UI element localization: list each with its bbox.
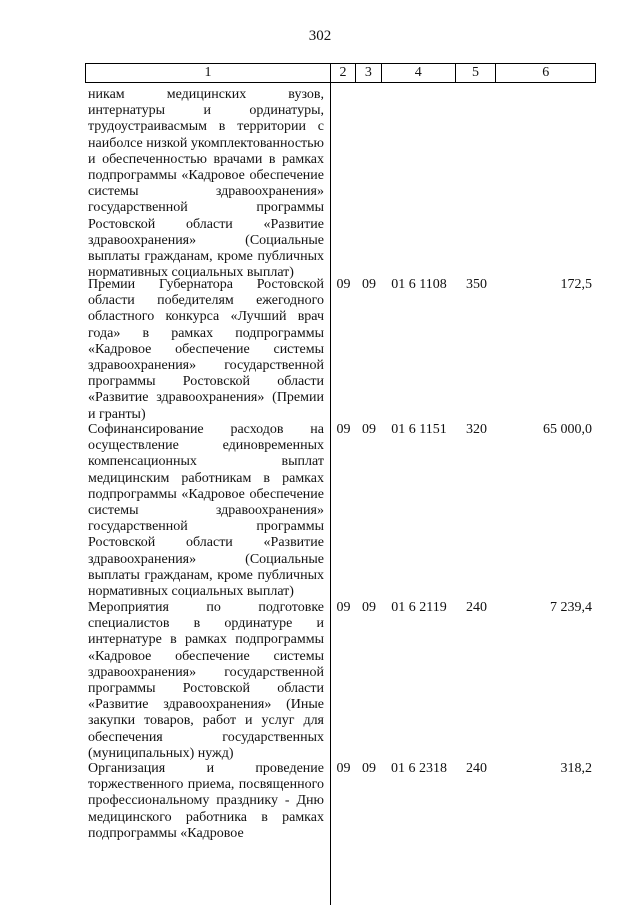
row-col-6: 318,2 <box>560 761 592 776</box>
header-col-6: 6 <box>542 65 550 80</box>
table-row <box>85 87 596 281</box>
header-col-3: 3 <box>356 64 382 82</box>
table-row <box>85 600 596 761</box>
row-col-5: 350 <box>466 277 487 292</box>
table-row <box>85 422 596 600</box>
row-col-4: 01 6 2318 <box>391 761 447 776</box>
row-col-2: 09 <box>336 600 351 615</box>
row-col-5: 240 <box>466 761 487 776</box>
header-col-5: 5 <box>456 64 497 82</box>
row-col-6: 65 000,0 <box>543 422 592 437</box>
table-row <box>85 277 596 422</box>
header-col-2: 2 <box>331 64 356 82</box>
row-col-4: 01 6 1108 <box>391 277 447 292</box>
row-col-3: 09 <box>362 277 376 292</box>
row-description: Премии Губернатора Ростовской области победителям ежегодного областного конкурса «Лучший врач года» в рамках подпрограммы «Кадровое обеспечение системы здравоохранения» государственной программы Ростовской области «Развитие здравоохранения» (Премии и гранты) <box>88 277 324 422</box>
row-description: никам медицинских вузов, интернатуры и ординатуры, трудоустраивасмым в территории с наиболсе низкой укомплектованностью и обеспеченностью врачами в рамках подпрограммы «Кадровое обеспечение системы здравоохранения» государственной программы Ростовской области «Развитие здравоохранения» (Социальные выплаты гражданам, кроме публичных нормативных социальных выплат) <box>88 87 324 281</box>
table-header <box>85 63 596 83</box>
row-description: Организация и проведение торжественного приема, посвященного профессиональному празднику - Дню медицинского работника в рамках подпрограммы «Кадровое <box>88 761 324 841</box>
row-col-4: 01 6 2119 <box>391 600 447 615</box>
row-col-5: 320 <box>466 422 487 437</box>
row-col-3: 09 <box>362 600 376 615</box>
row-col-3: 09 <box>362 422 376 437</box>
row-col-4: 01 6 1151 <box>391 422 447 437</box>
row-col-2: 09 <box>336 277 351 292</box>
row-col-2: 09 <box>336 422 351 437</box>
header-col-4: 4 <box>382 64 456 82</box>
table-body <box>85 87 596 861</box>
row-description: Софинансирование расходов на осуществление единовременных компенсационных выплат медицинским работникам в рамках подпрограммы «Кадровое обеспечение системы здравоохранения» государственной программы Ростовской области «Развитие здравоохранения» (Социальные выплаты гражданам, кроме публичных нормативных социальных выплат) <box>88 422 324 600</box>
row-col-5: 240 <box>466 600 487 615</box>
row-col-3: 09 <box>362 761 376 776</box>
page-number: 302 <box>308 28 332 44</box>
row-description: Мероприятия по подготовке специалистов в ординатуре и интернатуре в рамках подпрограммы «Кадровое обеспечение системы здравоохранения» государственной программы Ростовской области «Развитие здравоохранения» (Иные закупки товаров, работ и услуг для обеспечения государственных (муниципальных) нужд) <box>88 600 324 761</box>
table-row <box>85 761 596 861</box>
row-col-6: 172,5 <box>560 277 592 292</box>
row-col-6: 7 239,4 <box>550 600 592 615</box>
header-col-1: 1 <box>86 64 331 82</box>
row-col-2: 09 <box>336 761 351 776</box>
